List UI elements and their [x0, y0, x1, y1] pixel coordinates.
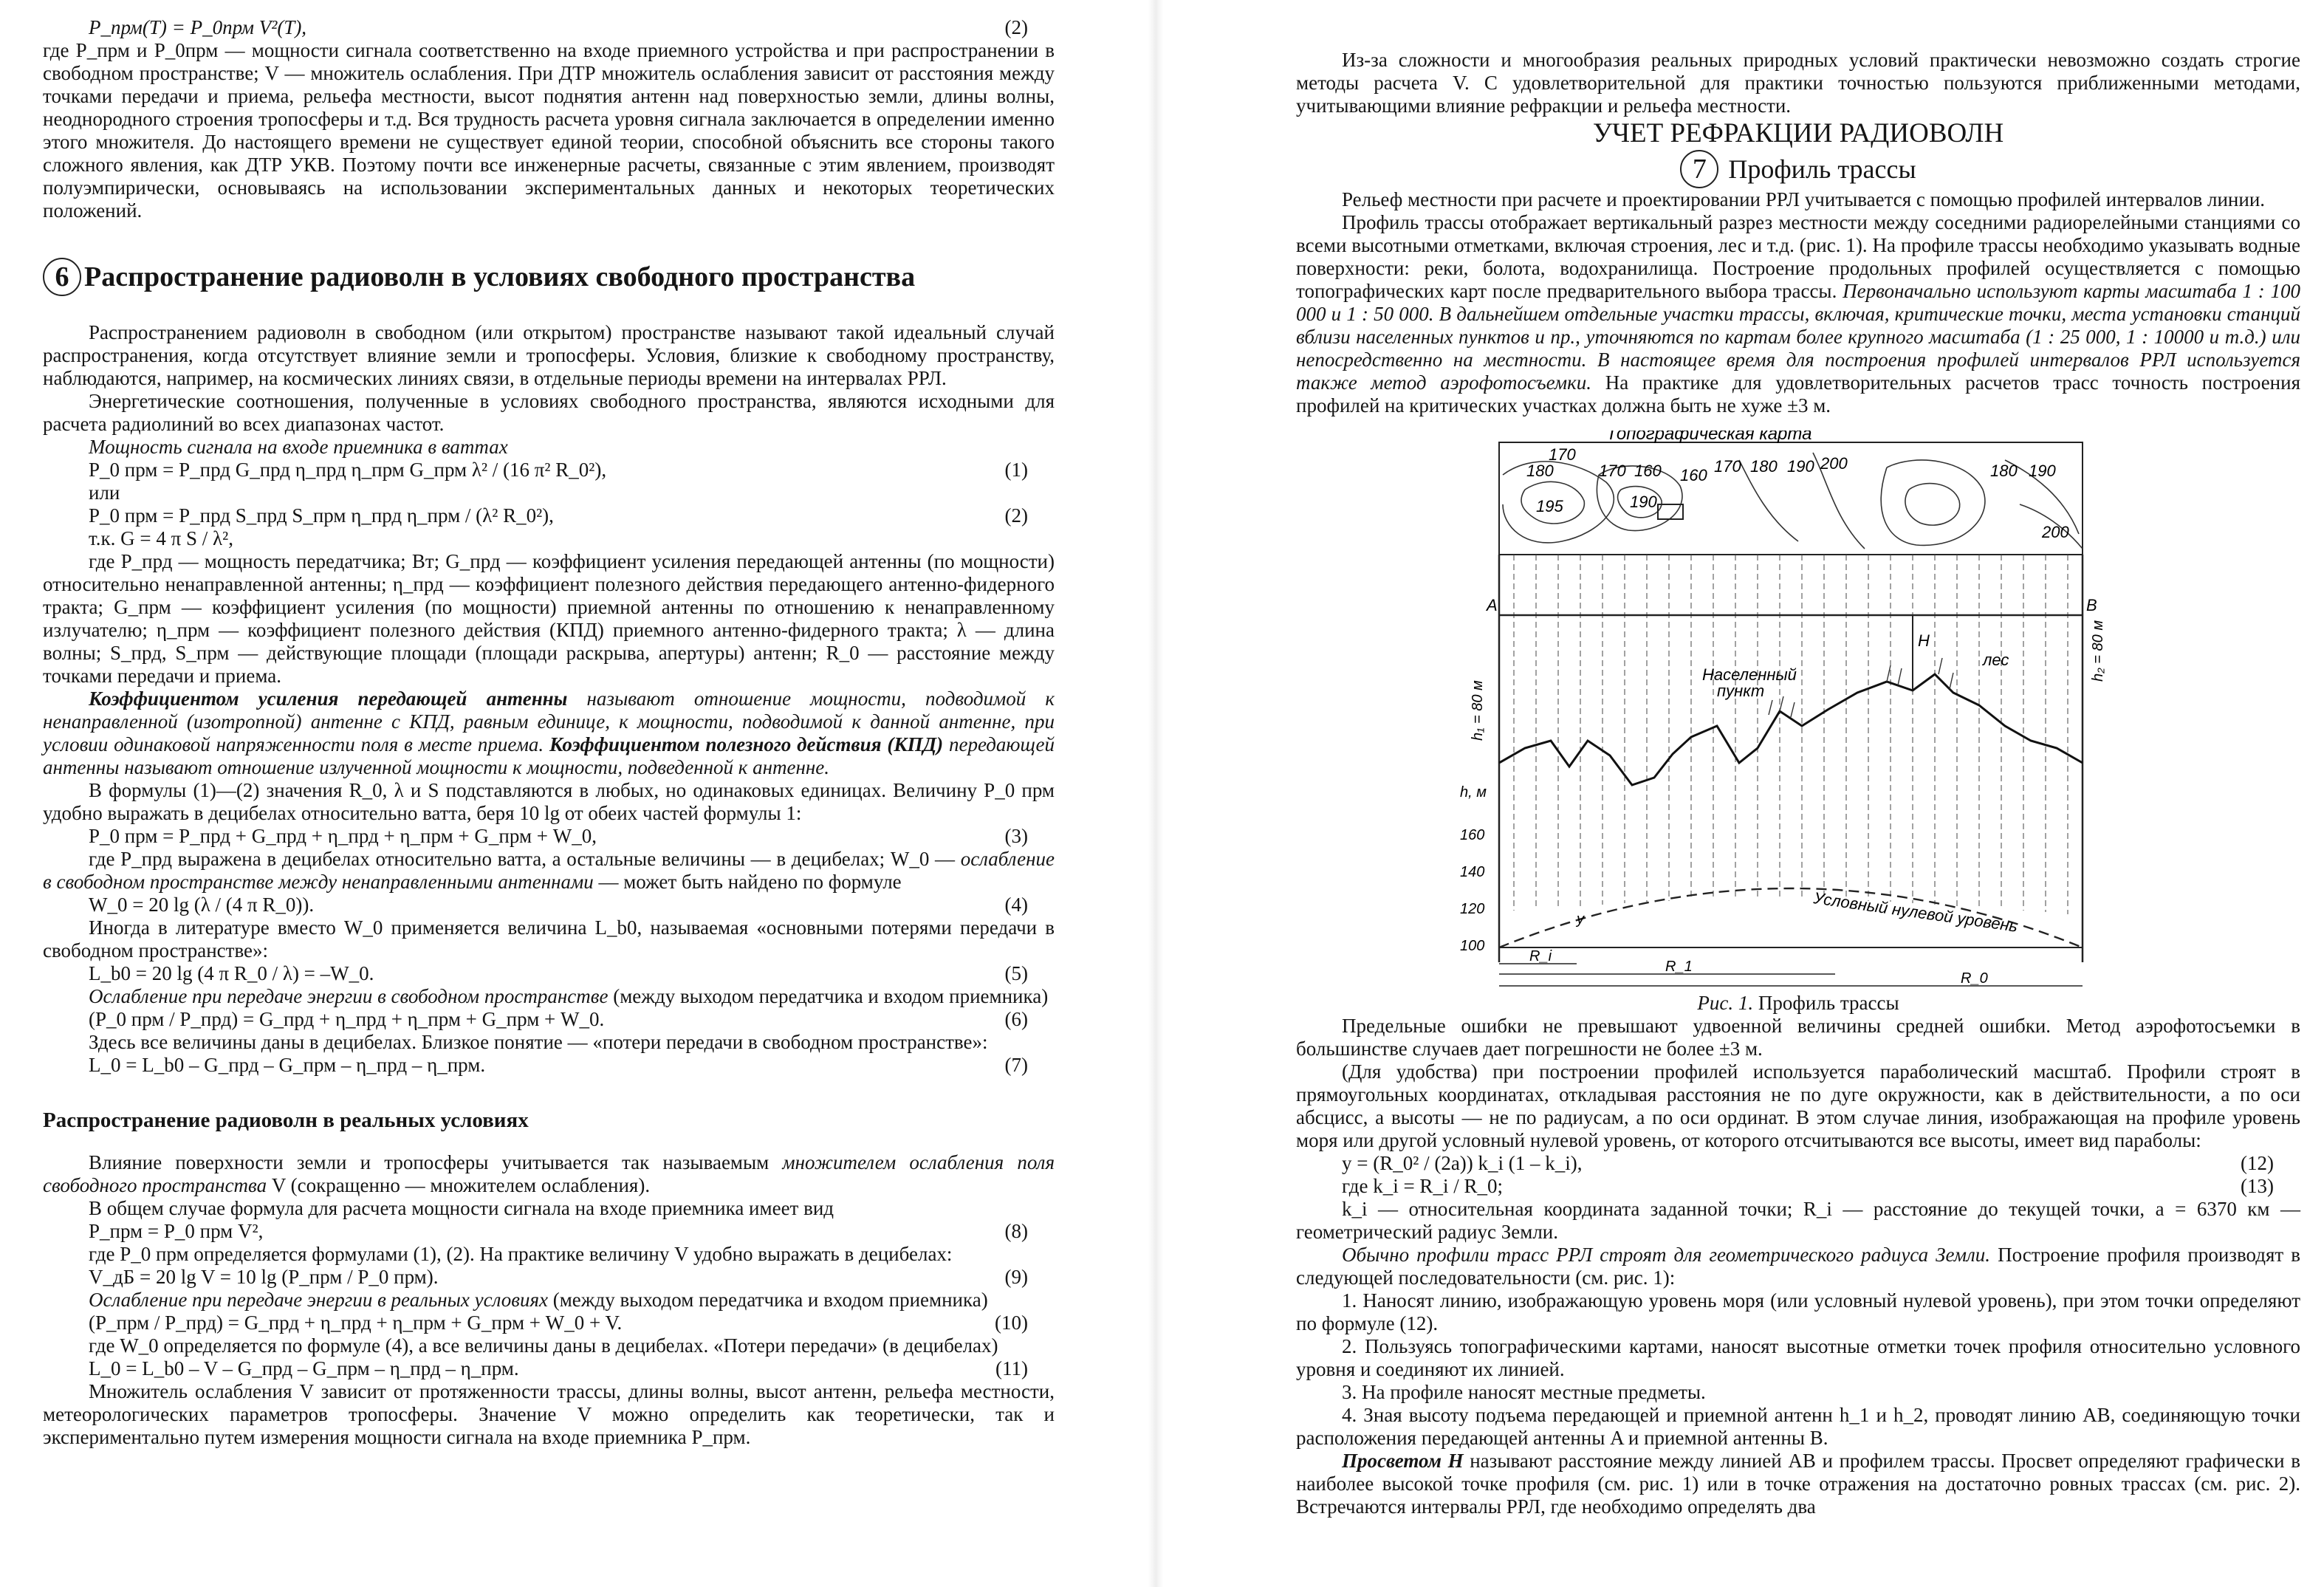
contour-labels [1526, 445, 2069, 541]
text: На практике для удовлетворительных расчетов трасс точность построения профилей на критических участках должна быть не хуже ±3 м. [1296, 371, 2300, 417]
list-item: 4. Зная высоту подъема передающей и приемной антенн h_1 и h_2, проводят линию AB, соединяющую точки расположения передающей антенны A и приемной антенны B. [1296, 1404, 2300, 1449]
formula-10 [43, 1312, 1055, 1334]
text: Профиль трассы отображает вертикальный разрез местности между соседними радиорелейными станциями со всеми высотными отметками, включая строения, лес и т.д. (рис. 1). На профиле трассы необходимо указывать водные поверхности: реки, болота, водохранилища. Построение продольных профилей осуществляется с помощью топографических карт после предварительного выбора трассы. [1296, 211, 2300, 302]
formula-number: (5) [1004, 962, 1028, 984]
contour-label: 170 [1714, 457, 1741, 476]
text: где P_прд выражена в децибелах относительно ватта, а остальные величины — в децибелах; W_0 — [89, 848, 961, 870]
contour-label: 160 [1634, 462, 1662, 480]
text: — может быть найдено по формуле [593, 871, 902, 893]
chapter-title: УЧЕТ РЕФРАКЦИИ РАДИОВОЛН [1592, 118, 2004, 148]
formula-text: (P_прм / P_прд) = G_прд + η_прд + η_прм + G_прм + W_0 + V. [89, 1312, 623, 1334]
formula-2-top [43, 16, 1055, 39]
paragraph [43, 848, 1055, 894]
formula-text: P_прм = P_0 прм V², [89, 1220, 264, 1242]
formula-text: где k_i = R_i / R_0; [1342, 1175, 1503, 1197]
paragraph: где P_прд — мощность передатчика; Вт; G_прд — коэффициент усиления передающей антенны (по мощности) относительно ненаправленной антенны; η_прд — коэффициент полезного действия передающего антенно-фидерного тракта; G_прм — коэффициент усиления (по мощности) приемной антенны по отношению к ненаправленному излучателю; η_прм — коэффициент полезного действия (КПД) приемного антенно-фидерного тракта; λ — длина волны; S_прд, S_прм — действующие площади (площади раскрыва, апертуры) антенн; R_0 — расстояние между точками передачи и приема. [43, 550, 1055, 687]
h1-label: h₁ = 80 м [1470, 680, 1486, 741]
projection-lines [1514, 555, 2068, 914]
definition: передающей антенны называют отношение излученной мощности к мощности, подведенной к антенне. [43, 733, 1055, 778]
contour-label: 180 [1750, 457, 1778, 476]
formula-text: P_0 прм = P_прд S_прд S_прм η_прд η_прм / (λ² R_0²), [89, 504, 554, 527]
zero-level-label: Условный нулевой уровень [1812, 888, 2019, 936]
contour-label: 200 [1820, 454, 1848, 473]
section-title: Распространение радиоволн в условиях свободного пространства [84, 261, 916, 292]
text: называют расстояние между линией AB и профилем трассы. Просвет определяют графически в наиболее высокой точке профиля (см. рис. 1) или в точке отражения на достаточно ровных трассах (см. рис. 2). Встречаются интервалы РРЛ, где необходимо определять два [1296, 1450, 2300, 1518]
contour-label: 180 [1990, 462, 2018, 480]
paragraph: где P_прм и P_0прм — мощности сигнала соответственно на входе приемного устройства и при распространении в свободном пространстве; V — множитель ослабления. При ДТР множитель ослабления зависит от расстояния между точками передачи и приема, рельефа местности, высот поднятия антенн над поверхностью земли, длины волны, неоднородного строения тропосферы и т.д. Вся трудность расчета уровня сигнала заключается в определении именно этого множителя. До настоящего времени не существует единой теории, способной объяснить все стороны такого сложного явления, как ДТР УКВ. Поэтому почти все инженерные расчеты, связанные с этим явлением, производят полуэмпирически, основываясь на использовании экспериментальных данных и некоторых теоретических положений. [43, 39, 1055, 222]
formula-text: L_b0 = 20 lg (4 π R_0 / λ) = –W_0. [89, 962, 374, 984]
contour-label: 195 [1536, 497, 1563, 515]
formula-number: (7) [1004, 1054, 1028, 1076]
definition: называют отношение мощности, подводимой к ненаправленной (изотропной) антенне с КПД, равным единице, к мощности, подводимой к данной антенне, при условии одинаковой напряженности поля в месте приема. [43, 688, 1055, 755]
paragraph: Множитель ослабления V зависит от протяженности трассы, длины волны, высот антенн, рельефа местности, метеорологических параметров тропосферы. Значение V можно определить как теоретически, так и экспериментально путем измерения мощности сигнала на входе приемника P_прм. [43, 1380, 1055, 1448]
formula-number: (10) [995, 1312, 1028, 1334]
formula-number: (2) [1004, 504, 1028, 527]
formula-11 [43, 1357, 1055, 1380]
figure-caption [1296, 992, 2300, 1015]
formula-text: V_дБ = 20 lg V = 10 lg (P_прм / P_0 прм). [89, 1266, 439, 1288]
section-number-circle: 6 [43, 258, 81, 296]
tick-label: 120 [1460, 901, 1485, 917]
text: (между выходом передатчика и входом приемника) [547, 1289, 988, 1311]
list-item: 2. Пользуясь топографическими картами, наносят высотные отметки точек профиля относительно условного уровня и соединяют их линией. [1296, 1335, 2300, 1380]
r0-label: R_0 [1961, 970, 1988, 987]
contour-label: 180 [1526, 462, 1554, 480]
paragraph: k_i — относительная координата заданной точки; R_i — расстояние до текущей точки, a = 6370 км — геометрический радиус Земли. [1296, 1198, 2300, 1243]
formula-9 [43, 1266, 1055, 1289]
subsection-heading: Распространение радиоволн в реальных условиях [43, 1108, 529, 1132]
topo-map-label: Топографическая карта [1606, 431, 1812, 444]
list-item: 3. На профиле наносят местные предметы. [1342, 1381, 1706, 1403]
formula-gain: т.к. G = 4 π S / λ², [89, 527, 233, 549]
paragraph: Из-за сложности и многообразия реальных природных условий практически невозможно создать строгие методы расчета V. С удовлетворительной для практики точностью пользуются приближенными методами, учитывающими влияние рефракции и рельефа местности. [1296, 49, 2300, 117]
term: Ослабление при передаче энергии в реальных условиях [89, 1289, 548, 1311]
formula-12 [1296, 1152, 2300, 1175]
term: Ослабление при передаче энергии в свободном пространстве [89, 985, 609, 1007]
page-fold [1148, 0, 1163, 1587]
paragraph: Иногда в литературе вместо W_0 применяется величина L_b0, называемая «основными потерями передачи в свободном пространстве»: [43, 916, 1055, 962]
formula-number: (11) [995, 1357, 1028, 1379]
paragraph: В формулы (1)—(2) значения R_0, λ и S подставляются в любых, но одинаковых единицах. Величину P_0 прм удобно выражать в децибелах относительно ватта, беря 10 lg от обеих частей формулы 1: [43, 779, 1055, 824]
height-axis-ticks [1460, 827, 1484, 954]
text: V (сокращенно — множителем ослабления). [267, 1174, 651, 1196]
terrain-profile [1499, 674, 2083, 785]
formula-text: y = (R_0² / (2a)) k_i (1 – k_i), [1342, 1152, 1583, 1174]
tick-label: 160 [1460, 827, 1485, 843]
contour-label: 200 [2042, 523, 2069, 541]
paragraph: В общем случае формула для расчета мощности сигнала на входе приемника имеет вид [89, 1197, 834, 1219]
formula-number: (9) [1004, 1266, 1028, 1288]
section-title: Профиль трассы [1728, 154, 1916, 184]
paragraph: Распространением радиоволн в свободном (или открытом) пространстве называют такой идеальный случай распространения, когда отсутствует влияние земли и тропосферы. Условия, близкие к свободному пространству, наблюдаются, например, на космических линиях связи, в отдельные периоды времени на интервалах РРЛ. [43, 321, 1055, 389]
figure-route-profile [1355, 431, 2241, 992]
term: ослабление в свободном пространстве между ненаправленными антеннами [43, 848, 1055, 893]
formula-connector: или [89, 481, 120, 504]
height-axis-label: h, м [1460, 784, 1487, 801]
formula-number: (8) [1004, 1220, 1028, 1242]
formula-text: (P_0 прм / P_прд) = G_прд + η_прд + η_прм + G_прм + W_0. [89, 1008, 605, 1030]
text: Влияние поверхности земли и тропосферы учитывается так называемым [89, 1151, 783, 1173]
paragraph [43, 1289, 1055, 1312]
section-heading-7 [1296, 150, 2300, 188]
caption-text: Профиль трассы [1753, 992, 1899, 1014]
formula-number: (13) [2241, 1175, 2274, 1197]
left-page [0, 0, 1148, 1587]
paragraph [1296, 1244, 2300, 1289]
paragraph: Здесь все величины даны в децибелах. Близкое понятие — «потери передачи в свободном пространстве»: [89, 1031, 988, 1053]
paragraph [1296, 1450, 2300, 1518]
formula-number: (12) [2241, 1152, 2274, 1174]
contour-label: 170 [1549, 445, 1576, 464]
italic-text: Первоначально используют карты масштаба 1 : 100 000 и 1 : 50 000. В дальнейшем отдельные участки трассы, включая, критические точки, места установки станций вблизи населенных пунктов и пр., уточняются по картам более крупного масштаба (1 : 25 000, 1 : 10000 и т.д.) или непосредственно на местности. В настоящее время для построения профилей интервалов РРЛ используется также метод аэрофотосъемки. [1296, 280, 2300, 394]
formula-1 [43, 459, 1055, 481]
formula-text: L_0 = L_b0 – V – G_прд – G_прм – η_прд – η_прм. [89, 1357, 519, 1379]
definition-paragraph [43, 688, 1055, 779]
list-item: 1. Наносят линию, изображающую уровень моря (или условный нулевой уровень), при этом точки определяют по формуле (12). [1296, 1289, 2300, 1334]
formula-text: P_прм(T) = P_0прм V²(T), [89, 16, 307, 38]
formula-number: (3) [1004, 825, 1028, 847]
formula-number: (4) [1004, 894, 1028, 916]
paragraph: где W_0 определяется по формуле (4), а все величины даны в децибелах. «Потери передачи» (в децибелах) [89, 1334, 998, 1357]
formula-3 [43, 825, 1055, 848]
formula-text: P_0 прм = P_прд + G_прд + η_прд + η_прм + G_прм + W_0, [89, 825, 597, 847]
right-text-column [1296, 49, 2300, 1518]
paragraph [43, 1151, 1055, 1197]
paragraph [43, 985, 1055, 1008]
italic-text: Обычно профили трасс РРЛ строят для геометрического радиуса Земли. [1342, 1244, 1991, 1266]
formula-8 [43, 1220, 1055, 1243]
h2-label: h₂ = 80 м [2090, 620, 2106, 682]
contour-label: 170 [1599, 462, 1626, 480]
right-page [1163, 0, 2324, 1587]
term: Коэффициентом усиления передающей антенны [89, 688, 568, 710]
formula-6 [43, 1008, 1055, 1031]
formula-7 [43, 1054, 1055, 1077]
formula-2 [43, 504, 1055, 527]
left-text-column [43, 16, 1055, 1449]
tick-label: 100 [1460, 938, 1485, 954]
formula-text: L_0 = L_b0 – G_прд – G_прм – η_прд – η_прм. [89, 1054, 486, 1076]
paragraph: Предельные ошибки не превышают удвоенной величины средней ошибки. Метод аэрофотосъемки в большинстве случаев дает погрешности не более ±3 м. [1296, 1015, 2300, 1060]
r1-label: R_1 [1665, 959, 1693, 975]
paragraph: где P_0 прм определяется формулами (1), (2). На практике величину V удобно выражать в децибелах: [89, 1243, 953, 1265]
settlement-label-2: пункт [1717, 682, 1765, 700]
formula-number: (6) [1004, 1008, 1028, 1030]
formula-13 [1296, 1175, 2300, 1198]
contour-label: 190 [1787, 457, 1814, 476]
contour-label: 190 [1630, 493, 1657, 511]
text: Построение профиля производят в следующей последовательности (см. рис. 1): [1296, 1244, 2300, 1289]
term: Просветом H [1342, 1450, 1464, 1472]
route-profile-diagram [1355, 431, 2241, 992]
clearance-h-label: H [1918, 631, 1930, 650]
tick-label: 140 [1460, 864, 1485, 880]
contour-label: 190 [2029, 462, 2056, 480]
formula-text: W_0 = 20 lg (λ / (4 π R_0)). [89, 894, 315, 916]
point-b-label: B [2086, 596, 2097, 614]
paragraph [1296, 211, 2300, 417]
formula-5 [43, 962, 1055, 985]
paragraph: Энергетические соотношения, полученные в условиях свободного пространства, являются исходными для расчета радиолиний во всех диапазонах частот. [43, 390, 1055, 435]
paragraph: Мощность сигнала на входе приемника в ваттах [89, 436, 508, 458]
formula-text: P_0 прм = P_прд G_прд η_прд η_прм G_прм λ² / (16 π² R_0²), [89, 459, 607, 481]
ri-label: R_i [1529, 948, 1552, 964]
section-number-circle: 7 [1680, 150, 1718, 188]
text: (между выходом передатчика и входом приемника) [608, 985, 1049, 1007]
formula-number: (1) [1004, 459, 1028, 481]
formula-4 [43, 894, 1055, 916]
caption-prefix: Рис. 1. [1697, 992, 1754, 1014]
formula-number: (2) [1004, 16, 1028, 38]
paragraph: (Для удобства) при построении профилей используется параболический масштаб. Профили строят в прямоугольных координатах, откладывая расстояния не по дуге окружности, как в действительности, а по оси абсцисс, а высоты — не по радиусам, а по оси ординат. В этом случае линия, изображающая на профиле уровень моря или другой условный нулевой уровень, от которого отсчитываются все высоты, имеет вид параболы: [1296, 1060, 2300, 1151]
term: множителем ослабления поля свободного пространства [43, 1151, 1055, 1196]
section-heading-6 [43, 258, 1055, 296]
forest-label: лес [1983, 651, 2009, 669]
contour-label: 160 [1680, 466, 1707, 484]
paragraph: Рельеф местности при расчете и проектировании РРЛ учитывается с помощью профилей интервалов линии. [1342, 188, 2266, 210]
term: Коэффициентом полезного действия (КПД) [549, 733, 944, 755]
settlement-label: Населенный [1702, 665, 1797, 684]
point-a-label: A [1487, 596, 1498, 614]
y-label: y [1577, 911, 1584, 928]
